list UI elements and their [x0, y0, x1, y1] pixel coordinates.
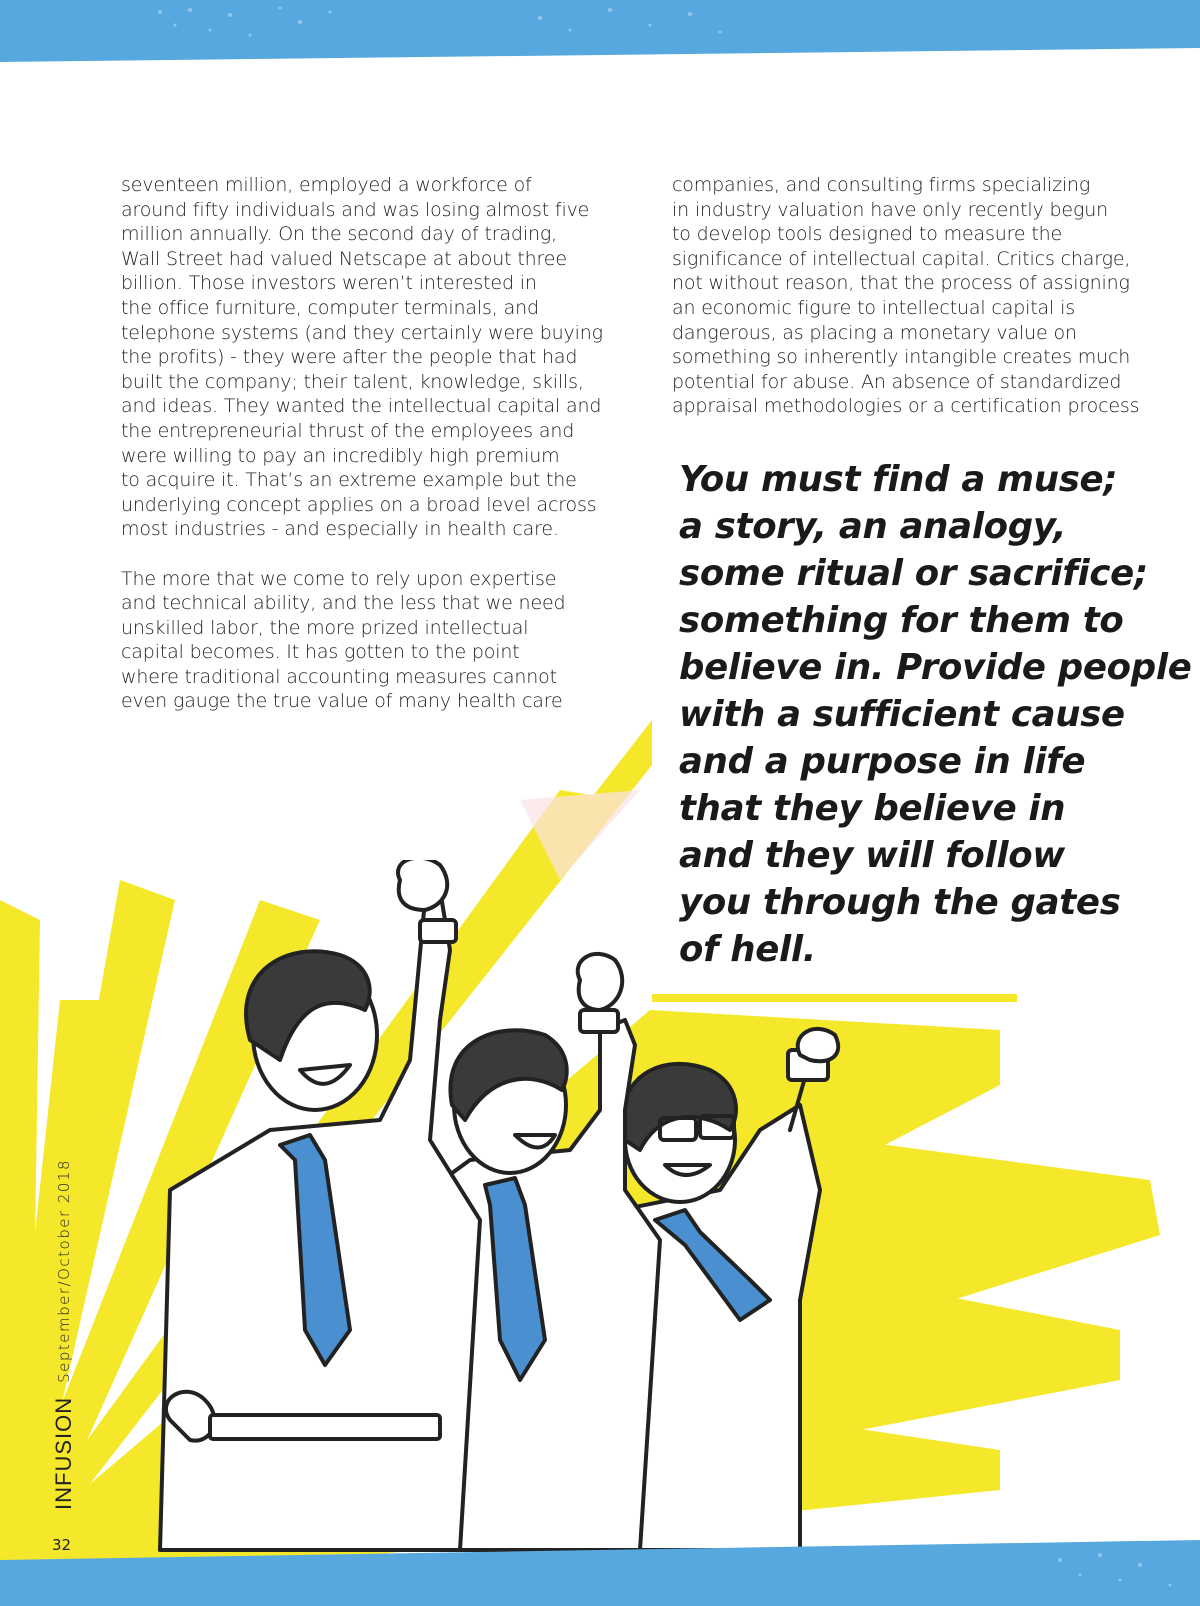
text-line: built the company; their talent, knowledge, skills, [121, 370, 584, 393]
text-line: underlying concept applies on a broad level across [121, 493, 597, 516]
text-line: something so inherently intangible creates much [672, 346, 1131, 369]
quote-line: some ritual or sacrifice; [679, 553, 1148, 594]
quote-line: that they believe in [679, 788, 1066, 829]
text-line: dangerous, as placing a monetary value on [672, 321, 1077, 344]
article-right-column [672, 173, 1172, 419]
quote-line: a story, an analogy, [679, 506, 1067, 547]
text-line: million annually. On the second day of trading, [121, 223, 557, 246]
text-line: potential for abuse. An absence of standardized [672, 370, 1122, 393]
quote-line: something for them to [679, 600, 1124, 641]
text-line: not without reason, that the process of assigning [672, 272, 1130, 295]
text-line: Wall Street had valued Netscape at about three [121, 247, 567, 270]
text-line: where traditional accounting measures cannot [121, 665, 557, 688]
quote-line: and a purpose in life [679, 741, 1086, 782]
person-left [160, 860, 480, 1550]
text-line: in industry valuation have only recently begun [672, 198, 1109, 221]
text-line: the office furniture, computer terminals, and [121, 296, 539, 319]
text-line: billion. Those investors weren’t interested in [121, 272, 537, 295]
text-line: appraisal methodologies or a certification process [672, 395, 1140, 418]
quote-line: with a sufficient cause [679, 694, 1125, 735]
quote-line: you through the gates [679, 882, 1121, 923]
quote-line: believe in. Provide people [679, 647, 1192, 688]
article-left-column [121, 173, 621, 714]
text-line: the profits) - they were after the people that had [121, 346, 578, 369]
text-line: around fifty individuals and was losing almost five [121, 198, 590, 221]
text-line: even gauge the true value of many health care [121, 690, 563, 713]
text-line: to develop tools designed to measure the [672, 223, 1063, 246]
text-line: capital becomes. It has gotten to the point [121, 641, 520, 664]
text-line: The more that we come to rely upon expertise [121, 567, 557, 590]
text-line: and technical ability, and the less that we need [121, 592, 566, 615]
text-line: seventeen million, employed a workforce of [121, 174, 532, 196]
text-line: unskilled labor, the more prized intellectual [121, 616, 529, 639]
quote-line: of hell. [679, 929, 816, 970]
bottom-color-band [0, 1540, 1200, 1606]
text-line: were willing to pay an incredibly high premium [121, 444, 560, 467]
text-line: significance of intellectual capital. Critics charge, [672, 247, 1131, 270]
text-line: and ideas. They wanted the intellectual capital and [121, 395, 602, 418]
issue-date: September/October 2018 [55, 1158, 73, 1383]
paragraph-gap [121, 542, 621, 567]
text-line: the entrepreneurial thrust of the employees and [121, 419, 575, 442]
quote-line: You must find a muse; [679, 459, 1118, 500]
text-line: telephone systems (and they certainly were buying [121, 321, 603, 344]
text-line: an economic figure to intellectual capital is [672, 296, 1075, 319]
quote-line: and they will follow [679, 835, 1065, 876]
magazine-side-label [50, 1050, 78, 1510]
cheering-team-illustration [100, 860, 900, 1560]
page-number: 32 [52, 1536, 72, 1554]
text-line: most industries - and especially in health care. [121, 518, 559, 541]
text-line: companies, and consulting firms specializing [672, 174, 1091, 196]
text-line: to acquire it. That’s an extreme example but the [121, 469, 577, 492]
brand-name: INFUSION [51, 1396, 76, 1510]
